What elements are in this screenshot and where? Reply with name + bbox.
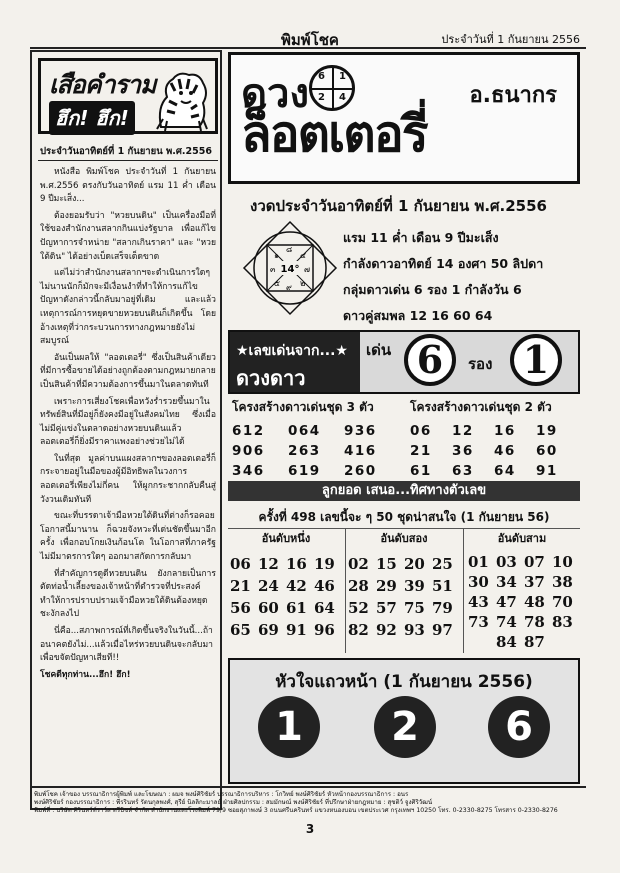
- masthead-top-word: ดวง: [241, 71, 309, 117]
- star-number-band: [228, 330, 580, 394]
- second-number: 1: [510, 334, 562, 386]
- rank-number: 91: [286, 621, 307, 639]
- rank-row: [230, 599, 342, 621]
- structure-row: [410, 423, 578, 443]
- lyot-subtitle: ครั้งที่ 498 เลขนี้จะ ๆ 50 ชุดน่าสนใจ (1 กันยายน 56): [258, 510, 550, 524]
- rank-number: 19: [314, 555, 335, 573]
- rank-number: 52: [348, 599, 369, 617]
- article-signoff: โชคดีทุกท่าน...ฮึก! ฮึก!: [40, 669, 131, 680]
- structure-number: 21: [410, 443, 432, 459]
- rank-row: [348, 555, 460, 577]
- structure-three-title: โครงสร้างดาวเด่นชุด 3 ตัว: [232, 400, 374, 414]
- imprint-footer: [30, 786, 586, 815]
- imprint-line: พิมพ์โชค เจ้าของ บรรณาธิการผู้พิมพ์ และโฆษณา : ผมจ พงษ์ศิริชัยร์ บรรณาธิการบริหาร : โกวิทย์ พงษ์ศิริชัยร์ หัวหน้ากองบรรณาธิการ : อนร: [34, 791, 409, 798]
- star-structures: [228, 398, 580, 479]
- main-number-tag: เด่น: [366, 341, 392, 359]
- rank-row: [230, 555, 342, 577]
- structure-number: 64: [494, 463, 516, 479]
- rank-number: 82: [348, 621, 369, 639]
- rank-number: 43: [468, 593, 489, 611]
- rank-number: 29: [376, 577, 397, 595]
- structure-number: 63: [452, 463, 474, 479]
- circle-number: 6: [318, 71, 325, 82]
- chart-number: ๕: [274, 279, 281, 288]
- rank-row: [468, 593, 580, 613]
- article-paragraph: ในที่สุด มูลค่าบนแผงสลากฯของลอตเตอรี่ก็กระจายอยู่ในมือของผู้มีอิทธิพลในวงการลอตเตอรี่เพียงไม่กี่คน ให้ผูกกระชากกลับคืนสู่วังวนเดิมทันที: [40, 453, 216, 505]
- rank-number: 07: [524, 553, 545, 571]
- chart-center: 14°: [280, 264, 300, 275]
- rank-number: 01: [468, 553, 489, 571]
- chart-number: ๒: [300, 279, 306, 288]
- structure-row: [410, 443, 578, 463]
- rank-number: 56: [230, 599, 251, 617]
- article-paragraph: หนังสือ พิมพ์โชค ประจำวันที่ 1 กันยายน พ.ศ.2556 ตรงกับวันอาทิตย์ แรม 11 ค่ำ เดือน 9 ปีมะเส็ง...: [40, 167, 216, 205]
- rank-number: 37: [524, 573, 545, 591]
- heart-number: 2: [374, 696, 436, 758]
- rank-number: 03: [496, 553, 517, 571]
- structure-two-digit: [410, 398, 578, 483]
- rank-row: [468, 573, 580, 593]
- rank-number: 20: [404, 555, 425, 573]
- column-date: ประจำวันอาทิตย์ที่ 1 กันยายน พ.ศ.2556: [40, 146, 212, 157]
- circle-number: 1: [339, 71, 346, 82]
- rank-one-grid: [230, 555, 342, 643]
- rank-number: 69: [258, 621, 279, 639]
- rank-three-title: อันดับสาม: [497, 532, 547, 545]
- circle-number: 4: [339, 92, 346, 103]
- rank-row: [348, 621, 460, 643]
- rank-number: 10: [552, 553, 573, 571]
- heart-number: 1: [258, 696, 320, 758]
- article-paragraph: ที่สำคัญการดูดีหวยบนดิน ยังกลายเป็นการตัดท่อน้ำเลี้ยงของเจ้าหน้าที่ตำรวจที่ประสงค์ ทำให้การปราบปรามเจ้ามือหวยใต้ดินต้องหยุดชะงักลงไป: [40, 568, 216, 620]
- structure-number: 91: [536, 463, 558, 479]
- rank-table: [228, 528, 580, 651]
- structure-row: [410, 463, 578, 483]
- info-lunar: แรม 11 ค่ำ เดือน 9 ปีมะเส็ง: [343, 230, 499, 245]
- article-paragraph: แต่ไม่ว่าสำนักงานสลากฯจะดำเนินการใดๆ ไม่นานนักก็มักจะมีเงื่อนงำที่ทำให้การแก้ไขปัญหาดังกล่าวนี้กลับมาอยู่ที่เดิม และแล้วเหตุการณ์การหยุดขายหวยบนดินก็เกิดขึ้น โดยอ้างเหตุที่ว่ากระบวนการทางกฎหมายยังไม่สมบูรณ์: [40, 268, 216, 347]
- rank-number: 30: [468, 573, 489, 591]
- structure-number: 46: [494, 443, 516, 459]
- rank-number: 51: [432, 577, 453, 595]
- structure-number: 36: [452, 443, 474, 459]
- publication-name: พิมพ์โชค: [281, 31, 339, 49]
- structure-three-digit: [232, 398, 396, 483]
- rank-number: 38: [552, 573, 573, 591]
- masthead: [228, 52, 580, 184]
- circle-number: 2: [318, 92, 325, 103]
- rank-number: 02: [348, 555, 369, 573]
- rank-number: 93: [404, 621, 425, 639]
- rank-number: 34: [496, 573, 517, 591]
- rank-number: 61: [286, 599, 307, 617]
- structure-number: 19: [536, 423, 558, 439]
- info-star-pairs: ดาวคู่สมพล 12 16 60 64: [343, 308, 493, 323]
- rank-number: 64: [314, 599, 335, 617]
- structure-row: [232, 423, 396, 443]
- heart-number: 6: [488, 696, 550, 758]
- rank-number: 16: [286, 555, 307, 573]
- star-number-source: ดวงดาว: [236, 366, 306, 390]
- rank-number: 97: [432, 621, 453, 639]
- rank-number: 78: [524, 613, 545, 631]
- second-number-tag: รอง: [468, 355, 493, 373]
- rank-row: [230, 621, 342, 643]
- rank-number: 12: [258, 555, 279, 573]
- issue-date: ประจำวันที่ 1 กันยายน 2556: [441, 33, 580, 46]
- chart-number: ๔: [300, 251, 307, 260]
- draw-title: งวดประจำวันอาทิตย์ที่ 1 กันยายน พ.ศ.2556: [250, 197, 547, 215]
- structure-number: 06: [410, 423, 432, 439]
- rank-number: 25: [432, 555, 453, 573]
- rank-number: 48: [524, 593, 545, 611]
- rank-three-grid: [468, 553, 580, 653]
- rank-number: 15: [376, 555, 397, 573]
- structure-row: [232, 443, 396, 463]
- info-sun-power: กำลังดาวอาทิตย์ 14 องศา 50 ลิปดา: [343, 256, 544, 271]
- rank-divider: [345, 529, 346, 653]
- rank-number: 21: [230, 577, 251, 595]
- rank-number: 28: [348, 577, 369, 595]
- structure-number: 60: [536, 443, 558, 459]
- masthead-author: อ.ธนากร: [469, 83, 557, 108]
- lyot-banner: ลูกยอด เสนอ...ทิศทางตัวเลข: [228, 481, 580, 501]
- rank-number: 92: [376, 621, 397, 639]
- page-number: 3: [305, 822, 315, 836]
- imprint-line: พิมพ์ที่ : บริษัท ศิรินทร์ท์ราว์ส ทรีบิชท์ จำกัด สำนักงานและโรงพิมพ์ 79/9 ซอยสุภาพงษ์ 3 ถนนศรีนครินทร์ แขวงหนองบอน เขตประเวศ กรุงเทพฯ 10250 โทร. 0-2330-8275 โทรสาร 0-2330-8276: [34, 807, 558, 815]
- article-paragraph: ต้องยอมรับว่า "หวยบนดิน" เป็นเครื่องมือที่ใช้ของสำนักงานสลากกินแบ่งรัฐบาล เพื่อแก้ไขปัญหาการจำหน่าย "สลากเกินราคา" และ "หวยใต้ดิน" ได้อย่างเบ็ดเสร็จเด็ดขาด: [40, 210, 216, 262]
- rank-divider: [463, 529, 464, 653]
- chart-number: ๗: [304, 265, 311, 274]
- rank-two-grid: [348, 555, 460, 643]
- rank-row: [348, 599, 460, 621]
- structure-number: 064: [288, 423, 321, 439]
- rank-number: 74: [496, 613, 517, 631]
- chart-number: ๑: [274, 251, 280, 260]
- column-rule: [38, 160, 218, 161]
- star-number-label: ★เลขเด่นจาก...★: [236, 343, 348, 359]
- structure-number: 263: [288, 443, 321, 459]
- rank-one-title: อันดับหนึ่ง: [261, 532, 311, 545]
- structure-number: 16: [494, 423, 516, 439]
- masthead-title: ล็อตเตอรี่: [241, 105, 427, 163]
- structure-number: 619: [288, 463, 321, 479]
- structure-number: 416: [344, 443, 377, 459]
- rank-number: 47: [496, 593, 517, 611]
- rank-number: 79: [432, 599, 453, 617]
- rank-number: 46: [314, 577, 335, 595]
- rank-number: 96: [314, 621, 335, 639]
- rank-row: [230, 577, 342, 599]
- star-number-label-panel: [230, 332, 360, 392]
- rank-row: [348, 577, 460, 599]
- editorial-column: [30, 50, 222, 810]
- rank-row: [468, 553, 580, 573]
- chart-number: ๘: [286, 245, 293, 254]
- column-logo-title: เสือคำราม: [49, 70, 156, 99]
- rank-number: 42: [286, 577, 307, 595]
- structure-number: 612: [232, 423, 265, 439]
- header-rule: [30, 47, 586, 49]
- structure-number: 12: [452, 423, 474, 439]
- rank-two-title: อันดับสอง: [380, 532, 428, 545]
- rank-number: 57: [376, 599, 397, 617]
- rank-number: 70: [552, 593, 573, 611]
- rank-number: 39: [404, 577, 425, 595]
- main-number: 6: [404, 334, 456, 386]
- chart-number: ๙: [286, 283, 292, 292]
- structure-number: 936: [344, 423, 377, 439]
- article-paragraph: เพราะการเสี่ยงโชคเพื่อหวังร่ำรวยขึ้นมาในทรัพย์สินที่มีอยู่ก็ยังคงมีอยู่ในสังคมไทย ซึ่งเมื่อไม่มีคู่แข่งในตลาดอย่างหวยบนดินแล้ว ลอตเตอรี่ก็ยิ่งมีราคาแพงอย่างช่วยไม่ได้: [40, 396, 216, 448]
- rank-row: [468, 633, 580, 653]
- front-heart-panel: [228, 658, 580, 784]
- structure-two-title: โครงสร้างดาวเด่นชุด 2 ตัว: [410, 400, 552, 414]
- rank-number: 75: [404, 599, 425, 617]
- chart-number: ๓: [270, 265, 276, 274]
- info-main-star: กลุ่มดาวเด่น 6 รอง 1 กำลังวัน 6: [343, 282, 522, 297]
- imprint-line: พงษ์ศิริชัยร์ กองบรรณาธิการ : พีรรินทร์ รัตนกุลพงศ์, สุรีย์ นิลลิกะมาลย์ ฝ่ายศิลปกรรม : สมมักษณ์ พงษ์ศิริชัยร์ ที่ปรึกษาฝ่ายกฎหมาย : สุชติว์ จูงศิริวัฒน์: [34, 799, 433, 807]
- rank-number: 83: [552, 613, 573, 631]
- structure-number: 346: [232, 463, 265, 479]
- star-number-panel: [360, 332, 578, 392]
- structure-row: [232, 463, 396, 483]
- column-article: [40, 166, 216, 685]
- rank-number: 84: [496, 633, 517, 651]
- rank-number: 87: [524, 633, 545, 651]
- rank-number: 06: [230, 555, 251, 573]
- article-paragraph: ขณะที่บรรดาเจ้ามือหวยใต้ดินที่ต่างก็รอคอยโอกาสนี้มานาน ก็ฉวยจังหวะที่เด่นชัดขึ้นมาอีกครั้ง เพื่อกอบโกยเงินก้อนโต ในโอกาสที่ภาครัฐไม่มีมาตรการใดๆ ออกมาสกัดการกลับมา: [40, 511, 216, 563]
- rank-number: 60: [258, 599, 279, 617]
- column-logo-subtitle: ฮึก! ฮึก!: [49, 101, 135, 135]
- rank-number: 73: [468, 613, 489, 631]
- structure-number: 61: [410, 463, 432, 479]
- article-paragraph: นี่คือ...สภาพการณ์ที่เกิดขึ้นจริงในวันนี้...ถ้าอนาคตยังไม่...แล้วเมื่อไหร่หวยบนดินจะกลับมาเพื่อขจัดปัญหาเสียที!!: [40, 626, 213, 664]
- astrology-chart: [240, 218, 340, 318]
- tiger-icon: [153, 67, 211, 133]
- front-heart-title: หัวใจแถวหน้า (1 กันยายน 2556): [275, 672, 533, 692]
- column-logo: [38, 58, 218, 134]
- structure-number: 906: [232, 443, 265, 459]
- article-paragraph: อันเป็นผลให้ "ลอตเตอรี่" ซึ่งเป็นสินค้าเดียวที่มีการซื้อขายได้อย่างถูกต้องตามกฎหมายกลายเป็นสินค้าที่มีความต้องการขึ้นมาในตลาดทันที: [40, 352, 216, 390]
- rank-row: [468, 613, 580, 633]
- rank-number: 65: [230, 621, 251, 639]
- structure-number: 260: [344, 463, 377, 479]
- rank-number: 24: [258, 577, 279, 595]
